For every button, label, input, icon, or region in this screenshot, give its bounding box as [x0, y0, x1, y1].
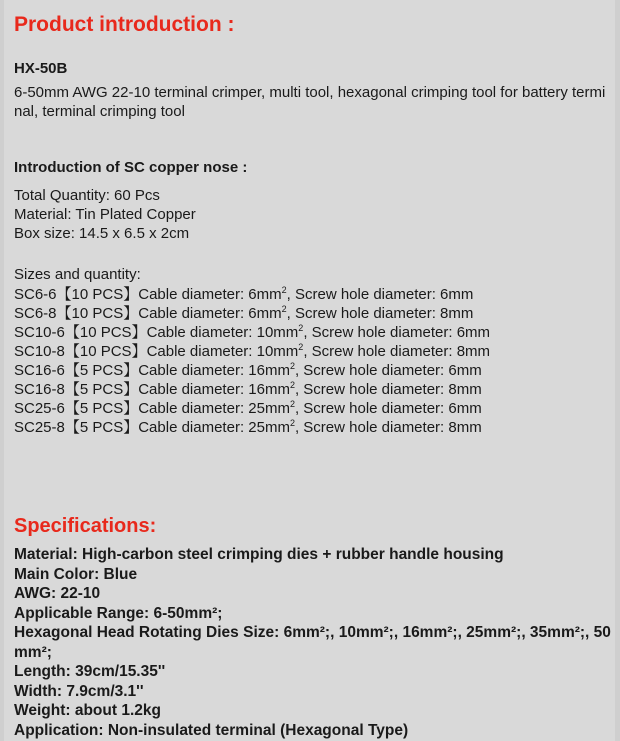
right-edge-strip: [615, 0, 620, 741]
size-row-quantity: 【5 PCS】: [64, 381, 139, 398]
size-row-code: SC16-6: [14, 362, 65, 379]
size-row-quantity: 【10 PCS】: [56, 305, 139, 322]
size-row: [14, 361, 612, 380]
size-row: [14, 418, 612, 437]
specifications-title: Specifications:: [14, 515, 157, 537]
size-row-spec: Cable diameter: $16mm^2$, Screw hole diameter: 6mm: [138, 361, 482, 379]
sizes-and-quantity-label: Sizes and quantity:: [14, 266, 141, 283]
specification-line: Applicable Range: 6-50mm²;: [14, 604, 223, 622]
specifications-list: [8, 545, 612, 740]
info-line: Box size: 14.5 x 6.5 x 2cm: [14, 225, 190, 242]
size-row-spec: Cable diameter: $10mm^2$, Screw hole diameter: 6mm: [146, 323, 491, 341]
size-row-code: SC10-6: [14, 324, 65, 341]
size-row-spec: Cable diameter: $16mm^2$, Screw hole diameter: 8mm: [138, 380, 482, 398]
sc-copper-nose-info-list: [14, 186, 612, 243]
size-row-spec: Cable diameter: $25mm^2$, Screw hole diameter: 6mm: [138, 399, 482, 417]
product-introduction-section: [8, 60, 612, 437]
product-model: HX-50B: [14, 60, 68, 77]
size-row-quantity: 【10 PCS】: [56, 286, 139, 303]
size-row-code: SC6-6: [14, 286, 57, 303]
size-row-quantity: 【10 PCS】: [64, 343, 147, 360]
size-row-quantity: 【5 PCS】: [64, 419, 139, 436]
size-row-quantity: 【5 PCS】: [64, 362, 139, 379]
product-description-text: 6-50mm AWG 22-10 terminal crimper, multi tool, hexagonal crimping tool for battery terminal, terminal crimping tool: [14, 84, 606, 120]
size-row-quantity: 【10 PCS】: [64, 324, 147, 341]
size-row: [14, 285, 612, 304]
specification-line: Application: Non-insulated terminal (Hexagonal Type): [14, 721, 409, 739]
info-line: Total Quantity: 60 Pcs: [14, 187, 160, 204]
size-row: [14, 323, 612, 342]
size-row-quantity: 【5 PCS】: [64, 400, 139, 417]
size-row: [14, 380, 612, 399]
size-row-code: SC6-8: [14, 305, 57, 322]
specification-line: Hexagonal Head Rotating Dies Size: 6mm²;, 10mm²;, 16mm²;, 25mm²;, 35mm²;, 50mm²;: [14, 624, 611, 661]
product-introduction-title: Product introduction :: [14, 13, 235, 36]
size-row-spec: Cable diameter: $25mm^2$, Screw hole diameter: 8mm: [138, 418, 482, 436]
size-row-spec: Cable diameter: $6mm^2$, Screw hole diameter: 8mm: [138, 304, 474, 322]
size-row-code: SC25-6: [14, 400, 65, 417]
size-row: [14, 342, 612, 361]
specification-line: Length: 39cm/15.35'': [14, 663, 166, 680]
size-row-spec: Cable diameter: $10mm^2$, Screw hole diameter: 8mm: [146, 342, 491, 360]
size-row: [14, 304, 612, 323]
sc-copper-nose-title: Introduction of SC copper nose :: [14, 159, 248, 176]
size-row: [14, 399, 612, 418]
size-row-code: SC16-8: [14, 381, 65, 398]
specification-line: Material: High-carbon steel crimping dies + rubber handle housing: [14, 546, 504, 563]
specification-line: Main Color: Blue: [14, 565, 138, 583]
left-edge-strip: [0, 0, 4, 741]
size-rows-list: [14, 285, 612, 437]
specification-line: Width: 7.9cm/3.1'': [14, 682, 144, 700]
specification-line: Weight: about 1.2kg: [14, 702, 161, 719]
size-row-code: SC10-8: [14, 343, 65, 360]
size-row-spec: Cable diameter: $6mm^2$, Screw hole diameter: 6mm: [138, 285, 474, 303]
specification-line: AWG: 22-10: [14, 585, 101, 602]
info-line: Material: Tin Plated Copper: [14, 206, 196, 223]
size-row-code: SC25-8: [14, 419, 65, 436]
